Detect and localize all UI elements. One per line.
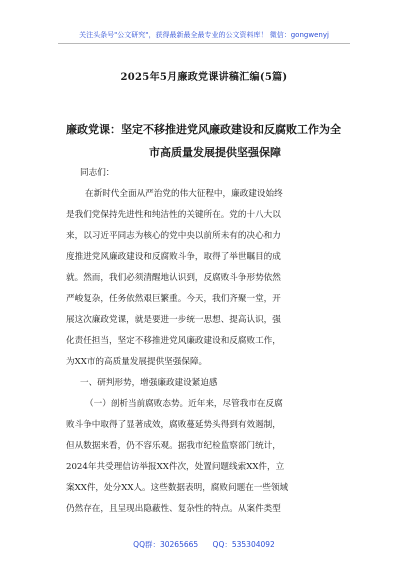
body-line: 来，以习近平同志为核心的党中央以前所未有的决心和力 [66,231,281,241]
body-line: （一）剖析当前腐败态势。近年来，尽管我市在反腐 [85,399,283,409]
body-line: 案XX件，处分XX人。这些数据表明，腐败问题在一些领域 [66,483,289,493]
body-line: 展这次廉政党课，就是要进一步统一思想、提高认识，强 [66,315,281,325]
body-line: 化责任担当，坚定不移推进党风廉政建设和反腐败工作， [66,336,281,346]
document-subtitle-line-2: 市高质量发展提供坚强保障 [149,146,281,159]
body-line: 为XX市的高质量发展提供坚强保障。 [66,357,208,367]
body-line: 度推进党风廉政建设和反腐败斗争，取得了举世瞩目的成 [66,252,281,262]
body-line: 但从数据来看，仍不容乐观。据我市纪检监察部门统计， [66,441,281,451]
footer-contacts [0,539,408,550]
document-subtitle-line-1: 廉政党课：坚定不移推进党风廉政建设和反腐败工作为全 [66,123,341,136]
body-line: 同志们： [80,168,115,178]
body-line: 2024年共受理信访举报XX件次，处置问题线索XX件，立 [66,462,285,472]
body-line: 败斗争中取得了显著成效，腐败蔓延势头得到有效遏制， [66,420,281,430]
section-heading: 一、研判形势，增强廉政建设紧迫感 [80,378,218,388]
body-line: 仍然存在，且呈现出隐蔽性、复杂性的特点。从案件类型 [66,504,281,514]
body-line: 是我们党保持先进性和纯洁性的关键所在。党的十八大以 [66,210,281,220]
body-line: 严峻复杂，任务依然艰巨繁重。今天，我们齐聚一堂，开 [66,294,281,304]
body-line: 在新时代全面从严治党的伟大征程中，廉政建设始终 [85,189,283,199]
header-divider [58,43,350,44]
footer-qq: QQ：535304092 [212,540,275,549]
footer-qq-group: QQ群：30265665 [133,540,199,549]
header-note: 关注头条号"公文研究"，获得最新最全最专业的公文资料库！ 微信：gongwenyj [79,31,329,39]
body-line: 就。然而，我们必须清醒地认识到，反腐败斗争形势依然 [66,273,281,283]
document-title: 2025年5月廉政党课讲稿汇编(5篇) [120,72,288,83]
